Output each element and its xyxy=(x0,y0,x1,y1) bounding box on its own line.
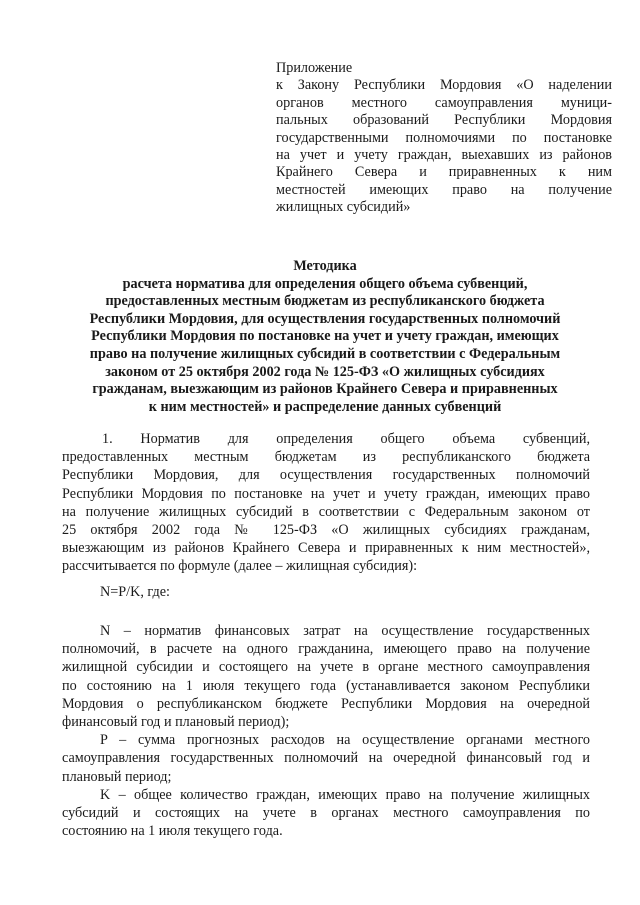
definition-line: жилищной субсидии и состоящего на учете в органе местного самоуправления xyxy=(62,659,590,676)
definition-line: Мордовия о республиканском бюджете Республики Мордовия на очередной xyxy=(62,695,590,712)
definition-line: P – сумма прогнозных расходов на осуществление органами местного xyxy=(100,732,590,749)
paragraph-line: на получение жилищных субсидий в соответствии с Федеральным законом от xyxy=(62,503,590,520)
appendix-line: Приложение xyxy=(276,60,353,76)
paragraph-1 xyxy=(62,430,590,576)
definition-line: полномочий, в расчете на одного гражданина, имеющего право на получение xyxy=(62,641,590,658)
paragraph-line: Республики Мордовия по постановке на учет и учету граждан, имеющих право xyxy=(62,485,590,502)
definition-line: плановый период; xyxy=(62,768,172,785)
definition-line: по состоянию на 1 июля текущего года (устанавливается законом Республики xyxy=(62,677,590,694)
definition-line: состоянию на 1 июля текущего года. xyxy=(62,823,283,840)
formula: N=P/K, где: xyxy=(100,584,170,600)
definition-line: N – норматив финансовых затрат на осуществление государственных xyxy=(100,623,590,639)
appendix-line: государственными полномочиями по постановке xyxy=(276,129,612,146)
title-line: предоставленных местным бюджетам из республиканского бюджета xyxy=(105,293,545,310)
appendix-line: на учет и учету граждан, выехавших из районов xyxy=(276,147,612,164)
appendix-line: органов местного самоуправления муници- xyxy=(276,94,612,111)
paragraph-line: 1. Норматив для определения общего объема субвенций, xyxy=(102,431,590,447)
definitions xyxy=(62,622,590,840)
title-heading: Методика xyxy=(293,258,357,274)
appendix-header xyxy=(276,60,612,217)
definition-line: K – общее количество граждан, имеющих право на получение жилищных xyxy=(100,786,590,803)
paragraph-line: Республики Мордовия, для осуществления государственных полномочий xyxy=(62,467,590,484)
appendix-line: к Закону Республики Мордовия «О наделении xyxy=(276,77,612,94)
paragraph-line: 25 октября 2002 года № 125-ФЗ «О жилищных субсидиях гражданам, xyxy=(62,522,590,539)
appendix-line: Крайнего Севера и приравненных к ним xyxy=(276,164,612,181)
paragraph-line: рассчитывается по формуле (далее – жилищная субсидия): xyxy=(62,558,418,575)
title-line: расчета норматива для определения общего объема субвенций, xyxy=(122,275,528,292)
title-line: гражданам, выезжающим из районов Крайнего Севера и приравненных xyxy=(92,381,558,398)
document-title xyxy=(60,258,590,416)
title-line: законом от 25 октября 2002 года № 125-ФЗ «О жилищных субсидиях xyxy=(105,363,545,380)
title-line: Республики Мордовия по постановке на учет и учету граждан, имеющих xyxy=(91,328,559,345)
definition-line: самоуправления государственных полномочий на очередной финансовый год и xyxy=(62,750,590,767)
title-line: к ним местностей» и распределение данных субвенций xyxy=(148,398,502,415)
paragraph-line: выезжающим из районов Крайнего Севера и приравненных к ним местностей», xyxy=(62,540,590,557)
definition-line: финансовый год и плановый период); xyxy=(62,714,290,731)
appendix-line: жилищных субсидий» xyxy=(276,199,411,216)
definition-line: субсидий и состоящих на учете в органах местного самоуправления по xyxy=(62,805,590,822)
appendix-line: пальных образований Республики Мордовия xyxy=(276,112,612,129)
appendix-line: местностей имеющих право на получение xyxy=(276,181,612,198)
title-line: право на получение жилищных субсидий в соответствии с Федеральным xyxy=(89,345,561,362)
title-line: Республики Мордовия, для осуществления государственных полномочий xyxy=(89,310,561,327)
paragraph-line: предоставленных местным бюджетам из республиканского бюджета xyxy=(62,449,590,466)
